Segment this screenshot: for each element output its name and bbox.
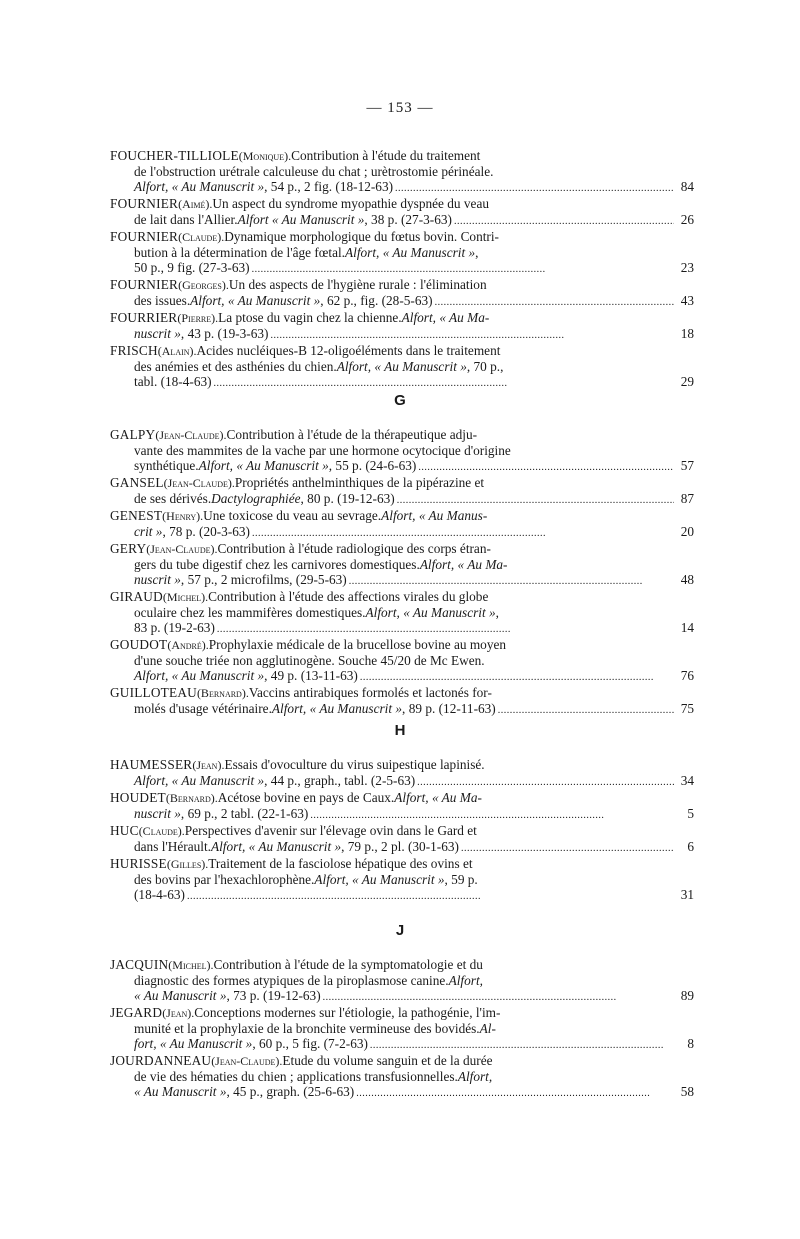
entry-page-number: 87 — [680, 491, 694, 506]
entry-text: des anémies et des asthénies du chien. — [134, 359, 337, 374]
entry-line — [110, 541, 694, 557]
entry-text: , 45 p., graph. (25-6-63) — [226, 1084, 355, 1099]
publication-italic: Alfort, « Au Manuscrit » — [345, 245, 476, 260]
entry-text: Acides nucléiques-B 12-oligoéléments dans le traitement — [196, 343, 501, 358]
entry-line — [110, 557, 694, 572]
bibliography-entry — [110, 427, 694, 475]
entry-text: , — [495, 605, 499, 620]
author-surname: GUILLOTEAU — [110, 685, 197, 700]
dot-leader — [187, 887, 674, 904]
dot-leader — [310, 806, 674, 823]
entry-line — [110, 343, 694, 359]
entry-line — [110, 524, 694, 541]
entry-line — [110, 685, 694, 701]
entry-text: Contribution à l'étude du traitement — [291, 148, 481, 163]
entry-line — [110, 701, 694, 718]
entry-page-number: 48 — [680, 572, 694, 587]
publication-italic: Alfort, « Au Manuscrit » — [271, 701, 403, 716]
author-given-name: (Georges). — [178, 278, 229, 292]
publication-italic: Alfort, « Au Manuscrit » — [134, 179, 265, 194]
bibliography-entry — [110, 856, 694, 904]
entry-page-number: 34 — [680, 773, 694, 788]
bibliography-entry — [110, 475, 694, 508]
entry-text: , 69 p., 2 tabl. (22-1-63) — [180, 806, 309, 821]
entry-text: Acétose bovine en pays de Caux. — [217, 790, 395, 805]
entry-text: , 44 p., graph., tabl. (2-5-63) — [264, 773, 416, 788]
dot-leader — [418, 458, 674, 475]
entry-page-number: 29 — [680, 374, 694, 389]
dot-leader — [454, 212, 674, 229]
publication-italic: « Au Manuscrit » — [134, 1084, 227, 1099]
dot-leader — [435, 293, 674, 310]
entry-line — [110, 790, 694, 806]
entry-line — [110, 973, 694, 988]
entry-text: , — [475, 245, 479, 260]
dot-leader — [461, 839, 674, 856]
bibliography-entry — [110, 196, 694, 229]
dot-leader — [252, 524, 674, 541]
entry-page-number: 26 — [680, 212, 694, 227]
entry-text: , 78 p. (20-3-63) — [162, 524, 250, 539]
dot-leader — [214, 374, 674, 391]
entry-line — [110, 277, 694, 293]
entry-page-number: 76 — [680, 668, 694, 683]
author-surname: JOURDANNEAU — [110, 1053, 212, 1068]
entry-text: bution à la détermination de l'âge fœtal. — [134, 245, 346, 260]
entry-text: de l'obstruction urétrale calculeuse du chat ; urètrostomie périnéale. — [134, 164, 494, 179]
bibliography-entry — [110, 148, 694, 196]
entry-page-number: 57 — [680, 458, 694, 473]
entry-line — [110, 1069, 694, 1084]
entry-line — [110, 620, 694, 637]
author-given-name: (André). — [167, 638, 209, 652]
publication-italic: Alfort, « Au Manuscrit » — [190, 293, 321, 308]
entry-text: Prophylaxie médicale de la brucellose bovine au moyen — [208, 637, 507, 652]
entry-line — [110, 856, 694, 872]
entry-line — [110, 508, 694, 524]
dot-leader — [217, 620, 674, 637]
entry-text: , 38 p. (27-3-63) — [364, 212, 452, 227]
dot-leader — [252, 260, 674, 277]
publication-italic: Alfort, — [457, 1069, 493, 1084]
publication-italic: Al- — [479, 1021, 496, 1036]
entry-page-number: 31 — [680, 887, 694, 902]
publication-italic: Alfort, « Au Ma- — [419, 557, 508, 572]
author-surname: GIRAUD — [110, 589, 163, 604]
bibliography-entry — [110, 823, 694, 856]
entry-line — [110, 374, 694, 391]
publication-italic: Alfort, « Au Manuscrit » — [336, 359, 467, 374]
entry-text: , 60 p., 5 fig. (7-2-63) — [252, 1036, 368, 1051]
entry-text: Un aspect du syndrome myopathie dyspnée du veau — [212, 196, 490, 211]
entry-page-number: 43 — [680, 293, 694, 308]
entry-line — [110, 1084, 694, 1101]
bibliography-entry — [110, 957, 694, 1005]
entry-line — [110, 887, 694, 904]
entry-line — [110, 1005, 694, 1021]
entry-line — [110, 668, 694, 685]
dot-leader — [270, 326, 674, 343]
entry-text: , 70 p., — [466, 359, 504, 374]
publication-italic: Alfort, « Au Manuscrit » — [314, 872, 445, 887]
section-h-entries — [110, 757, 694, 904]
section-letter-h: H — [394, 722, 406, 739]
entry-text: Contribution à l'étude de la thérapeutique adju- — [226, 427, 478, 442]
entry-text: dans l'Hérault. — [134, 839, 211, 854]
author-given-name: (Claude). — [138, 824, 185, 838]
entry-page-number: 58 — [680, 1084, 694, 1099]
entry-line — [110, 260, 694, 277]
author-given-name: (Jean). — [162, 1006, 195, 1020]
entry-text: molés d'usage vétérinaire. — [134, 701, 272, 716]
entry-text: , 80 p. (19-12-63) — [300, 491, 395, 506]
publication-italic: Alfort « Au Manuscrit » — [237, 212, 365, 227]
dot-leader — [349, 572, 674, 589]
bibliography-entry — [110, 229, 694, 277]
entry-text: Dynamique morphologique du fœtus bovin. Contri- — [224, 229, 499, 244]
entry-text: Contribution à l'étude de la symptomatologie et du — [213, 957, 483, 972]
author-given-name: (Jean-Claude). — [146, 542, 218, 556]
author-surname: JEGARD — [110, 1005, 163, 1020]
author-given-name: (Jean-Claude). — [155, 428, 227, 442]
entry-text: synthétique. — [134, 458, 199, 473]
entry-text: vante des mammites de la vache par une hormone ocytocique d'origine — [134, 443, 511, 458]
author-given-name: (Henry). — [162, 509, 204, 523]
author-given-name: (Michel). — [168, 958, 214, 972]
author-surname: GANSEL — [110, 475, 164, 490]
author-surname: GERY — [110, 541, 147, 556]
entry-text: 50 p., 9 fig. (27-3-63) — [134, 260, 250, 275]
entry-line — [110, 326, 694, 343]
section-letter-g: G — [394, 392, 406, 409]
publication-italic: Alfort, « Au Manuscrit » — [365, 605, 496, 620]
entry-line — [110, 572, 694, 589]
author-given-name: (Jean-Claude). — [163, 476, 235, 490]
author-surname: FOUCHER-TILLIOLE — [110, 148, 239, 163]
author-surname: GALPY — [110, 427, 156, 442]
entry-text: (18-4-63) — [134, 887, 185, 902]
entry-line — [110, 491, 694, 508]
author-given-name: (Bernard). — [196, 686, 249, 700]
bibliography-entry — [110, 310, 694, 343]
entry-line — [110, 458, 694, 475]
entry-line — [110, 293, 694, 310]
author-surname: HUC — [110, 823, 139, 838]
author-surname: FOURNIER — [110, 277, 179, 292]
entry-text: Etude du volume sanguin et de la durée — [282, 1053, 493, 1068]
entry-line — [110, 196, 694, 212]
dot-leader — [417, 773, 674, 790]
entry-text: Perspectives d'avenir sur l'élevage ovin dans le Gard et — [184, 823, 477, 838]
entry-line — [110, 148, 694, 164]
entry-page-number: 18 — [680, 326, 694, 341]
entry-text: , 54 p., 2 fig. (18-12-63) — [264, 179, 394, 194]
section-letter-j: J — [395, 922, 405, 939]
entry-text: Contribution à l'étude des affections virales du globe — [208, 589, 489, 604]
entry-line — [110, 164, 694, 179]
entry-line — [110, 427, 694, 443]
author-surname: HAUMESSER — [110, 757, 193, 772]
author-given-name: (Jean-Claude). — [211, 1054, 283, 1068]
entry-line — [110, 212, 694, 229]
entry-text: gers du tube digestif chez les carnivores domestiques. — [134, 557, 420, 572]
entry-text: des issues. — [134, 293, 191, 308]
bibliography-entry — [110, 685, 694, 718]
entry-line — [110, 957, 694, 973]
dot-leader — [356, 1084, 674, 1101]
entry-line — [110, 359, 694, 374]
publication-italic: crit » — [134, 524, 163, 539]
publication-italic: Dactylographiée — [211, 491, 301, 506]
entry-text: Une toxicose du veau au sevrage. — [203, 508, 382, 523]
author-surname: GOUDOT — [110, 637, 168, 652]
entry-page-number: 75 — [680, 701, 694, 716]
dot-leader — [498, 701, 674, 718]
publication-italic: Alfort, « Au Manuscrit » — [134, 668, 265, 683]
author-surname: HOUDET — [110, 790, 166, 805]
dot-leader — [397, 491, 674, 508]
entry-page-number: 20 — [680, 524, 694, 539]
entry-text: , 49 p. (13-11-63) — [264, 668, 358, 683]
author-surname: JACQUIN — [110, 957, 169, 972]
entry-line — [110, 806, 694, 823]
entry-text: de ses dérivés. — [134, 491, 212, 506]
entry-line — [110, 839, 694, 856]
entry-text: , 43 p. (19-3-63) — [180, 326, 269, 341]
publication-italic: fort, « Au Manuscrit » — [134, 1036, 253, 1051]
entry-line — [110, 475, 694, 491]
bibliography-entry — [110, 757, 694, 790]
entry-line — [110, 245, 694, 260]
entry-page-number: 23 — [680, 260, 694, 275]
entry-line — [110, 605, 694, 620]
section-f-entries — [110, 148, 694, 391]
author-given-name: (Gilles). — [166, 857, 209, 871]
entry-text: , 59 p. — [444, 872, 478, 887]
bibliography-entry — [110, 541, 694, 589]
entry-text: tabl. (18-4-63) — [134, 374, 212, 389]
entry-line — [110, 653, 694, 668]
entry-page-number: 14 — [680, 620, 694, 635]
entry-text: de vie des hématies du chien ; applications transfusionnelles. — [134, 1069, 458, 1084]
entry-text: Conceptions modernes sur l'étiologie, la pathogénie, l'im- — [194, 1005, 501, 1020]
entry-text: 83 p. (19-2-63) — [134, 620, 215, 635]
entry-line — [110, 1021, 694, 1036]
section-j-entries — [110, 957, 694, 1101]
entry-page-number: 84 — [680, 179, 694, 194]
publication-italic: Alfort, « Au Ma- — [394, 790, 482, 805]
entry-line — [110, 988, 694, 1005]
entry-text: Contribution à l'étude radiologique des corps étran- — [217, 541, 491, 556]
entry-line — [110, 310, 694, 326]
entry-page-number: 89 — [680, 988, 694, 1003]
entry-line — [110, 773, 694, 790]
bibliography-entry — [110, 1005, 694, 1053]
entry-text: diagnostic des formes atypiques de la piroplasmose canine. — [134, 973, 449, 988]
entry-text: Un des aspects de l'hygiène rurale : l'élimination — [228, 277, 487, 292]
author-surname: HURISSE — [110, 856, 167, 871]
page-number: — 153 — — [366, 100, 434, 116]
publication-italic: Alfort, « Au Manuscrit » — [210, 839, 342, 854]
publication-italic: Alfort, « Au Ma- — [401, 310, 490, 325]
publication-italic: nuscrit » — [134, 572, 181, 587]
entry-line — [110, 872, 694, 887]
author-surname: FOURNIER — [110, 196, 179, 211]
entry-line — [110, 443, 694, 458]
section-g-entries — [110, 427, 694, 718]
entry-line — [110, 1036, 694, 1053]
entry-text: munité et la prophylaxie de la bronchite vermineuse des bovidés. — [134, 1021, 480, 1036]
author-given-name: (Alain). — [157, 344, 197, 358]
publication-italic: nuscrit » — [134, 326, 181, 341]
entry-text: , 57 p., 2 microfilms, (29-5-63) — [180, 572, 347, 587]
author-surname: FOURRIER — [110, 310, 178, 325]
entry-text: des bovins par l'hexachlorophène. — [134, 872, 315, 887]
dot-leader — [395, 179, 674, 196]
entry-line — [110, 823, 694, 839]
entry-line — [110, 589, 694, 605]
bibliography-entry — [110, 508, 694, 541]
publication-italic: Alfort, « Au Manuscrit » — [198, 458, 329, 473]
author-given-name: (Aimé). — [178, 197, 213, 211]
entry-text: oculaire chez les mammifères domestiques. — [134, 605, 366, 620]
entry-text: Propriétés anthelminthiques de la pipérazine et — [234, 475, 485, 490]
bibliography-entry — [110, 1053, 694, 1101]
author-given-name: (Jean). — [192, 758, 225, 772]
entry-text: Essais d'ovoculture du virus suipestique lapinisé. — [224, 757, 485, 772]
entry-text: , 73 p. (19-12-63) — [226, 988, 321, 1003]
entry-line — [110, 637, 694, 653]
bibliography-entry — [110, 790, 694, 823]
author-given-name: (Michel). — [162, 590, 209, 604]
publication-italic: Alfort, « Au Manuscrit » — [134, 773, 265, 788]
dot-leader — [370, 1036, 674, 1053]
entry-text: , 62 p., fig. (28-5-63) — [320, 293, 433, 308]
author-surname: GENEST — [110, 508, 163, 523]
publication-italic: nuscrit » — [134, 806, 181, 821]
publication-italic: « Au Manuscrit » — [134, 988, 227, 1003]
entry-text: de lait dans l'Allier. — [134, 212, 238, 227]
entry-text: Vaccins antirabiques formolés et lactonés for- — [248, 685, 492, 700]
entry-page-number: 8 — [687, 1036, 694, 1051]
entry-line — [110, 229, 694, 245]
entry-text: La ptose du vagin chez la chienne. — [218, 310, 402, 325]
entry-page-number: 5 — [687, 806, 694, 821]
bibliography-entry — [110, 637, 694, 685]
entry-text: , 89 p. (12-11-63) — [402, 701, 496, 716]
entry-line — [110, 179, 694, 196]
author-surname: FRISCH — [110, 343, 158, 358]
entry-page-number: 6 — [687, 839, 694, 854]
publication-italic: Alfort, « Au Manus- — [381, 508, 488, 523]
author-given-name: (Pierre). — [177, 311, 219, 325]
author-given-name: (Claude). — [178, 230, 225, 244]
entry-line — [110, 1053, 694, 1069]
dot-leader — [323, 988, 674, 1005]
bibliography-entry — [110, 589, 694, 637]
bibliography-entry — [110, 343, 694, 391]
entry-text: , 79 p., 2 pl. (30-1-63) — [341, 839, 459, 854]
publication-italic: Alfort, — [448, 973, 483, 988]
author-surname: FOURNIER — [110, 229, 179, 244]
bibliography-entry — [110, 277, 694, 310]
author-given-name: (Monique). — [238, 149, 292, 163]
dot-leader — [360, 668, 674, 685]
entry-text: , 55 p. (24-6-63) — [328, 458, 417, 473]
author-given-name: (Bernard). — [165, 791, 218, 805]
entry-line — [110, 757, 694, 773]
entry-text: Traitement de la fasciolose hépatique des ovins et — [208, 856, 473, 871]
entry-text: d'une souche triée non agglutinogène. Souche 45/20 de Mc Ewen. — [134, 653, 485, 668]
